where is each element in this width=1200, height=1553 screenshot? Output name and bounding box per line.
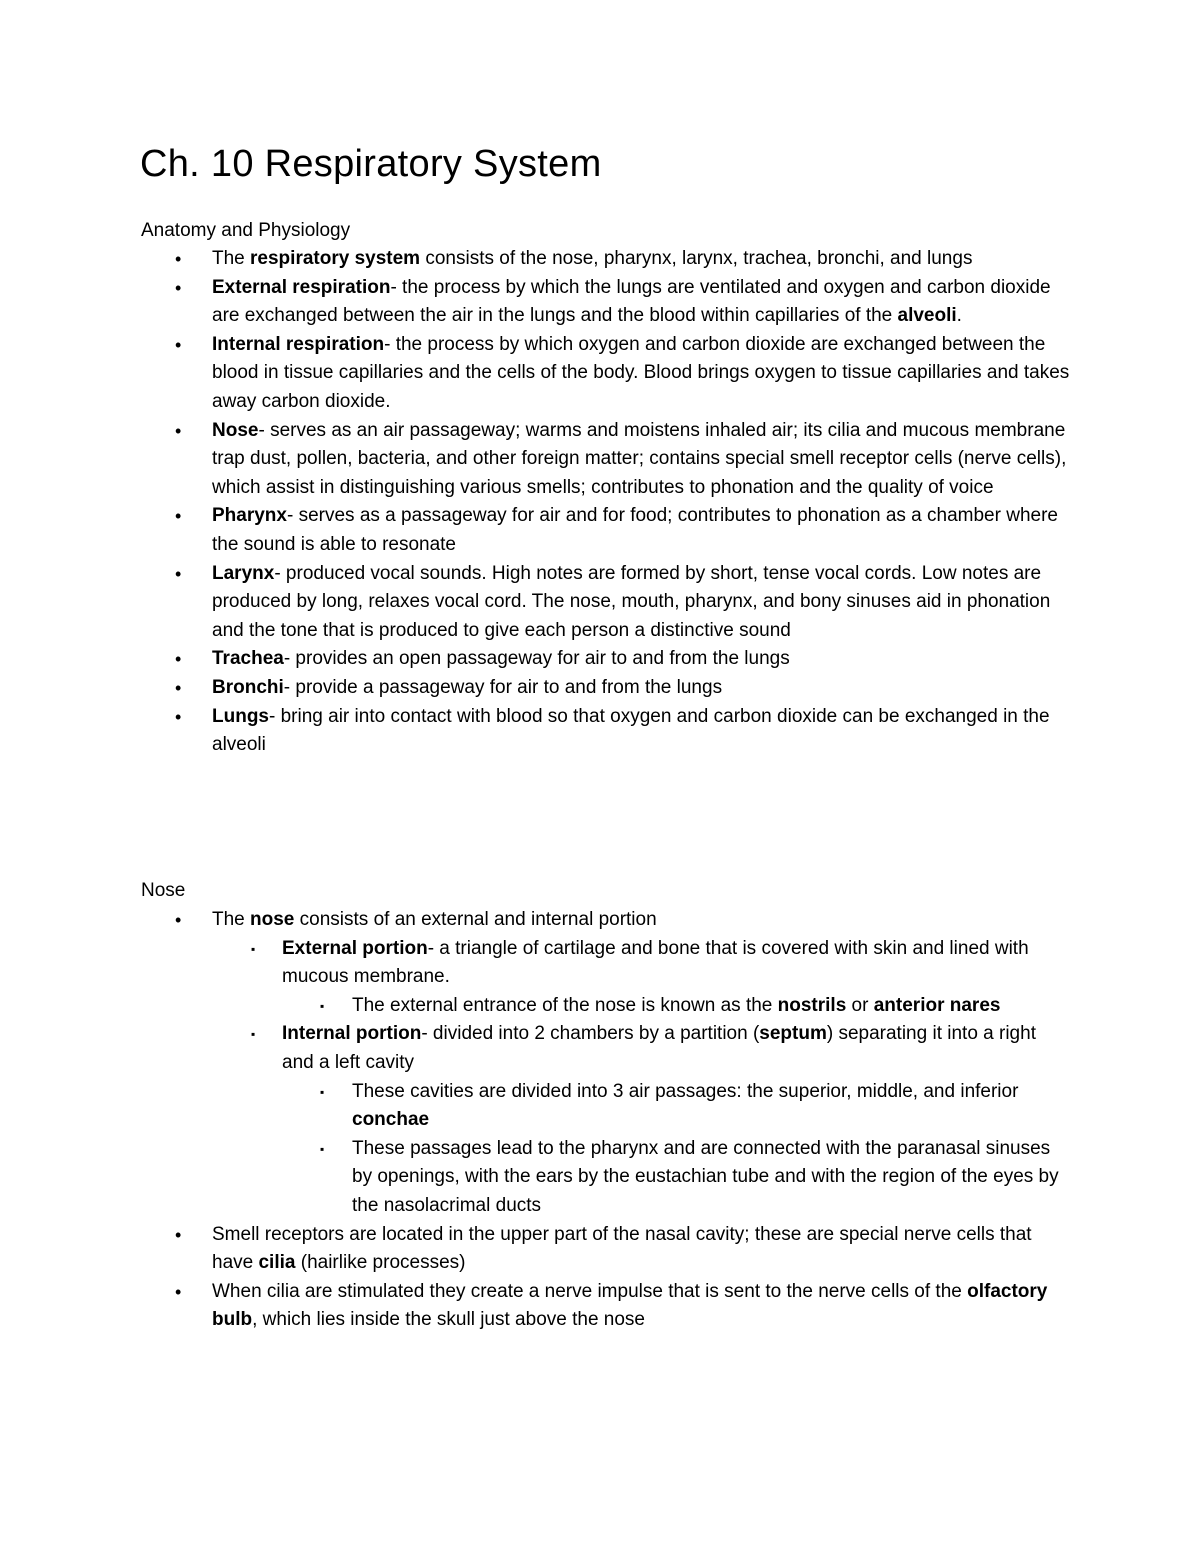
list-item: • Smell receptors are located in the upper part of the nasal cavity; these are special nerve cells that have cilia (hairlike processes) [0,1221,1072,1278]
square-bullet-icon: ▪ [320,1141,325,1156]
page-title: Ch. 10 Respiratory System [140,143,602,185]
square-bullet-icon: ▪ [251,941,256,956]
list-item: • Lungs- bring air into contact with blood so that oxygen and carbon dioxide can be exchanged in the alveoli [0,703,1072,760]
list-item: ▪ These cavities are divided into 3 air passages: the superior, middle, and inferior conchae [0,1078,1072,1135]
bullet-icon: • [175,506,182,527]
bullet-icon: • [175,706,182,727]
list-item: • Pharynx- serves as a passageway for air and for food; contributes to phonation as a chamber where the sound is able to resonate [0,502,1072,559]
list-item: • Nose- serves as an air passageway; warms and moistens inhaled air; its cilia and mucous membrane trap dust, pollen, bacteria, and other foreign matter; contains special smell receptor cells (nerve cells), which assist in distinguishing various smells; contributes to phonation and the quality of voice [0,417,1072,503]
list-item: ▪ External portion- a triangle of cartilage and bone that is covered with skin and lined with mucous membrane. [0,935,1072,992]
list-item: • The respiratory system consists of the nose, pharynx, larynx, trachea, bronchi, and lungs [0,245,1072,274]
bullet-icon: • [175,249,182,269]
list-item: • External respiration- the process by which the lungs are ventilated and oxygen and carbon dioxide are exchanged between the air in the lungs and the blood within capillaries of the alveoli. [0,274,1072,331]
list-item: • When cilia are stimulated they create a nerve impulse that is sent to the nerve cells of the olfactory bulb, which lies inside the skull just above the nose [0,1278,1072,1335]
bullet-icon: • [175,334,182,355]
square-bullet-icon: ▪ [251,1027,256,1042]
list-item: ▪ The external entrance of the nose is known as the nostrils or anterior nares [0,992,1072,1021]
list-item: • Larynx- produced vocal sounds. High notes are formed by short, tense vocal cords. Low notes are produced by long, relaxes vocal cord. The nose, mouth, pharynx, and bony sinuses aid in phonation and the tone that is produced to give each person a distinctive sound [0,560,1072,646]
bullet-icon: • [175,649,182,670]
square-bullet-icon: ▪ [320,998,325,1013]
list-item: ▪ Internal portion- divided into 2 chambers by a partition (septum) separating it into a right and a left cavity [0,1020,1072,1077]
list-item: • Bronchi- provide a passageway for air to and from the lungs [0,674,1072,703]
list-item: • Internal respiration- the process by which oxygen and carbon dioxide are exchanged between the blood in tissue capillaries and the cells of the body. Blood brings oxygen to tissue capillaries and takes away carbon dioxide. [0,331,1072,417]
bullet-icon: • [175,1224,182,1245]
square-bullet-icon: ▪ [320,1084,325,1099]
bullet-icon: • [175,420,182,441]
list-item: • The nose consists of an external and internal portion [0,906,1072,935]
bullet-icon: • [175,677,182,698]
anatomy-list [0,245,1200,760]
nose-list [0,906,1200,1335]
section-heading-anatomy: Anatomy and Physiology [141,220,351,241]
bullet-icon: • [175,563,182,584]
bullet-icon: • [175,910,182,930]
list-item: ▪ These passages lead to the pharynx and are connected with the paranasal sinuses by openings, with the ears by the eustachian tube and with the region of the eyes by the nasolacrimal ducts [0,1135,1072,1221]
bullet-icon: • [175,1281,182,1302]
bullet-icon: • [175,277,182,298]
section-heading-nose: Nose [141,880,186,901]
list-item: • Trachea- provides an open passageway for air to and from the lungs [0,645,1072,674]
